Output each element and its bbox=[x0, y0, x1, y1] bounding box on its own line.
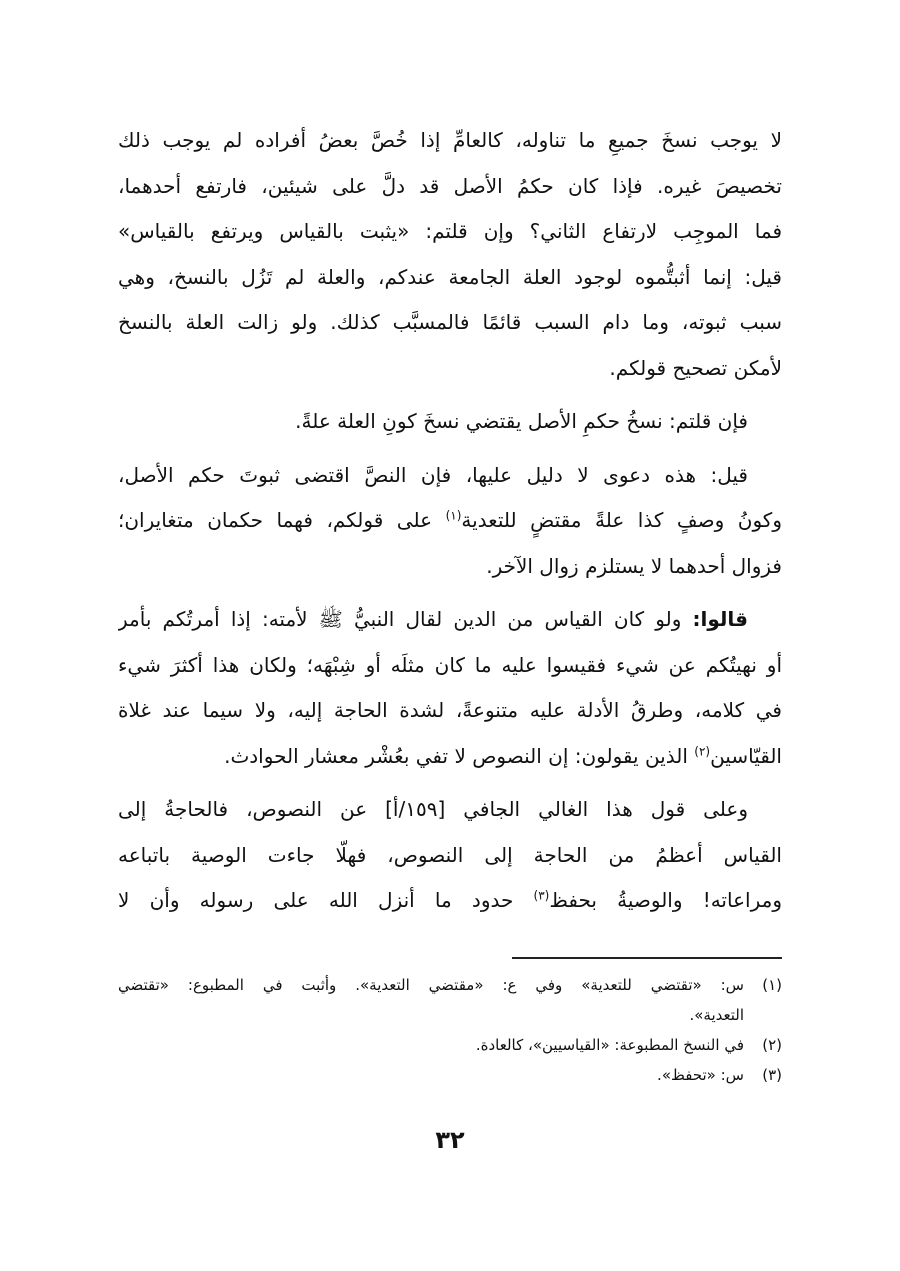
footnote-line: في النسخ المطبوعة: «القياسيين»، كالعادة. bbox=[475, 1036, 744, 1054]
text-line bbox=[118, 878, 782, 924]
footnote-text bbox=[118, 1060, 744, 1090]
text-line: أو نهيتُكم عن شيء فقيسوا عليه ما كان مثلَه أو شِبْهَه؛ ولكان هذا أكثرَ شيء bbox=[118, 652, 782, 677]
text-line bbox=[118, 734, 782, 780]
paragraph-4 bbox=[118, 597, 782, 779]
text-segment: حدود ما أنزل الله على رسوله وأن لا bbox=[118, 888, 534, 912]
main-text bbox=[118, 118, 782, 924]
text-segment: وكونُ وصفٍ كذا علةً مقتضٍ للتعدية bbox=[461, 508, 782, 532]
speaker-label: قالوا: bbox=[692, 607, 748, 631]
text-line: فإن قلتم: نسخُ حكمِ الأصل يقتضي نسخَ كونِ العلة علةً. bbox=[295, 409, 748, 433]
footnote-1 bbox=[118, 970, 782, 1030]
text-line: قيل: هذه دعوى لا دليل عليها، فإن النصَّ اقتضى ثبوتَ حكم الأصل، bbox=[118, 462, 748, 487]
text-segment: القيّاسين bbox=[710, 743, 782, 768]
footnote-number: (٢) bbox=[762, 1036, 782, 1054]
text-segment: الذين يقولون: إن النصوص لا تفي بعُشْر معشار الحوادث. bbox=[224, 743, 695, 768]
text-line: لا يوجب نسخَ جميعِ ما تناوله، كالعامِّ إذا خُصَّ بعضُ أفراده لم يوجب ذلك bbox=[118, 128, 782, 152]
footnote-text bbox=[118, 970, 744, 1030]
footnote-number: (١) bbox=[762, 976, 782, 994]
paragraph-5 bbox=[118, 787, 782, 924]
footnote-text bbox=[118, 1030, 744, 1060]
footnote-line: س: «تقتضي للتعدية» وفي ع: «مقتضي التعدية». وأثبت في المطبوع: «تقتضي bbox=[118, 976, 744, 994]
paragraph-2 bbox=[118, 399, 782, 445]
footnote-divider bbox=[512, 957, 782, 959]
footnote-marker: (٣) bbox=[533, 888, 550, 903]
page-number: ٣٢ bbox=[435, 1126, 465, 1154]
footnote-number: (٣) bbox=[762, 1066, 782, 1084]
text-line: تخصيصَ غيره. فإذا كان حكمُ الأصل قد دلَّ على شيئين، فارتفع أحدهما، bbox=[118, 173, 782, 198]
text-segment: ولو كان القياس من الدين لقال النبيُّ ﷺ لأمته: إذا أمرتُكم بأمر bbox=[118, 607, 693, 631]
text-line: فما الموجِب لارتفاع الثاني؟ وإن قلتم: «يثبت بالقياس ويرتفع بالقياس» bbox=[118, 219, 782, 243]
footnotes bbox=[118, 970, 782, 1090]
footnote-3 bbox=[118, 1060, 782, 1090]
text-line: القياس أعظمُ من الحاجة إلى النصوص، فهلّا جاءت الوصية باتباعه bbox=[118, 842, 782, 867]
footnote-marker: (١) bbox=[445, 508, 462, 523]
footnote-marker: (٢) bbox=[694, 743, 711, 758]
text-line: فزوال أحدهما لا يستلزم زوال الآخر. bbox=[486, 553, 782, 578]
text-line: قيل: إنما أثبتُّموه لوجود العلة الجامعة عندكم، والعلة لم تَزُل بالنسخ، وهي bbox=[118, 264, 782, 289]
text-line bbox=[118, 498, 782, 544]
footnote-line: س: «تحفظ». bbox=[657, 1066, 744, 1084]
footnote-line: التعدية». bbox=[689, 1006, 744, 1024]
paragraph-1 bbox=[118, 118, 782, 391]
text-line: لأمكن تصحيح قولكم. bbox=[609, 355, 782, 380]
text-line: في كلامه، وطرقُ الأدلة عليه متنوعةً، لشدة الحاجة إليه، ولا سيما عند غلاة bbox=[118, 698, 782, 722]
text-segment: ومراعاته! والوصيةُ بحفظ bbox=[549, 888, 782, 912]
footnote-2 bbox=[118, 1030, 782, 1060]
text-line: وعلى قول هذا الغالي الجافي [١٥٩/أ] عن النصوص، فالحاجةُ إلى bbox=[118, 797, 748, 821]
text-line: سبب ثبوته، وما دام السبب قائمًا فالمسبَّب كذلك. ولو زالت العلة بالنسخ bbox=[118, 310, 782, 334]
paragraph-3 bbox=[118, 453, 782, 590]
text-line bbox=[118, 597, 782, 643]
text-segment: على قولكم، فهما حكمان متغايران؛ bbox=[118, 508, 446, 532]
